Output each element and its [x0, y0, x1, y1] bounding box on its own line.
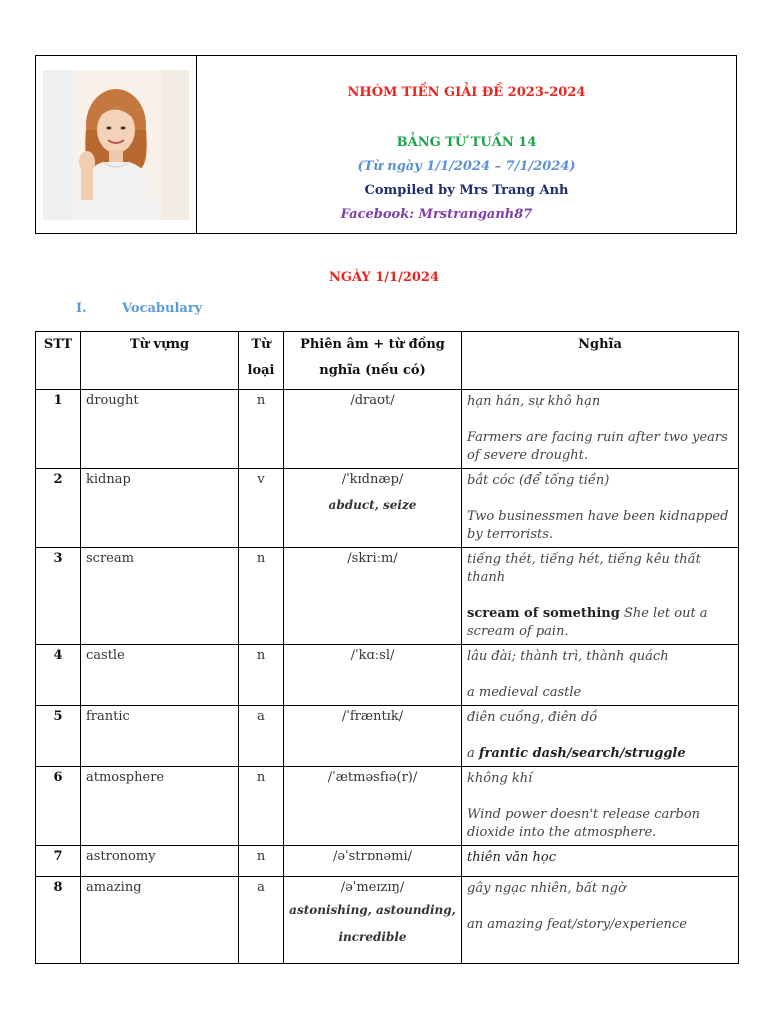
row-pos: n — [239, 548, 284, 645]
row-word: astronomy — [81, 846, 239, 877]
title-cell — [197, 56, 736, 233]
row-meaning: thiên văn học — [467, 850, 557, 865]
row-example: Farmers are facing ruin after two years of severe drought. — [467, 430, 728, 463]
row-word: amazing — [81, 877, 239, 964]
row-meaning-cell — [462, 846, 739, 877]
table-row — [36, 706, 739, 767]
row-ipa: /skriːm/ — [347, 551, 398, 566]
row-example: an amazing feat/story/experience — [467, 917, 687, 932]
row-meaning-cell — [462, 390, 739, 469]
row-stt: 7 — [36, 846, 81, 877]
row-ipa-cell — [284, 390, 462, 469]
row-ipa-cell — [284, 846, 462, 877]
row-meaning: gây ngạc nhiên, bất ngờ — [467, 881, 626, 896]
row-example-bold: frantic dash/search/struggle — [478, 746, 686, 761]
header-pos-line2: loại — [247, 363, 275, 378]
row-meaning-cell — [462, 877, 739, 964]
row-meaning: điên cuồng, điên dồ — [467, 710, 598, 725]
row-ipa-cell — [284, 767, 462, 846]
row-stt: 6 — [36, 767, 81, 846]
row-ipa: /draʊt/ — [350, 393, 395, 408]
day-heading: NGÀY 1/1/2024 — [329, 270, 439, 285]
row-stt: 5 — [36, 706, 81, 767]
row-word: castle — [81, 645, 239, 706]
row-meaning-cell — [462, 548, 739, 645]
header-pos — [239, 332, 284, 390]
row-meaning-cell — [462, 706, 739, 767]
section-heading — [76, 301, 202, 316]
header-box — [35, 55, 737, 234]
date-range: (Từ ngày 1/1/2024 – 7/1/2024) — [357, 159, 576, 174]
header-pos-line1: Từ — [251, 337, 271, 352]
facebook-handle: Facebook: Mrstranganh87 — [340, 207, 533, 222]
row-example-text: She let out a scream of pain. — [467, 606, 708, 639]
row-word: scream — [81, 548, 239, 645]
row-meaning: bắt cóc (để tống tiền) — [467, 473, 610, 488]
row-meaning: không khí — [467, 771, 533, 786]
row-pos: n — [239, 390, 284, 469]
row-word: kidnap — [81, 469, 239, 548]
row-pos: n — [239, 767, 284, 846]
table-row — [36, 548, 739, 645]
row-pos: a — [239, 706, 284, 767]
row-stt: 1 — [36, 390, 81, 469]
header-meaning: Nghĩa — [462, 332, 739, 390]
row-stt: 8 — [36, 877, 81, 964]
header-ipa-line2: nghĩa (nếu có) — [319, 363, 426, 378]
row-synonyms: abduct, seize — [328, 498, 417, 512]
table-row — [36, 846, 739, 877]
week-title: BẢNG TỪ TUẦN 14 — [396, 135, 537, 150]
row-meaning: hạn hán, sự khô hạn — [467, 394, 601, 409]
compiled-by: Compiled by Mrs Trang Anh — [364, 183, 569, 198]
header-stt: STT — [36, 332, 81, 390]
row-ipa: /ˈætməsfɪə(r)/ — [327, 770, 418, 785]
row-word: frantic — [81, 706, 239, 767]
table-row — [36, 767, 739, 846]
row-ipa-cell — [284, 877, 462, 964]
row-ipa: /əˈmeɪzɪŋ/ — [340, 880, 405, 895]
row-example — [467, 745, 733, 763]
row-ipa: /ˈkɑːsl/ — [350, 648, 395, 663]
row-example: Wind power doesn't release carbon dioxide into the atmosphere. — [467, 807, 701, 840]
table-row — [36, 877, 739, 964]
row-ipa-cell — [284, 469, 462, 548]
group-title: NHÓM TIỀN GIẢI ĐỀ 2023-2024 — [347, 85, 586, 100]
row-example: Two businessmen have been kidnapped by terrorists. — [467, 509, 729, 542]
header-ipa-line1: Phiên âm + từ đồng — [300, 337, 445, 352]
row-meaning-cell — [462, 767, 739, 846]
row-pos: n — [239, 846, 284, 877]
section-number: I. — [76, 301, 87, 316]
row-ipa: /ˈkɪdnæp/ — [341, 472, 404, 487]
row-stt: 3 — [36, 548, 81, 645]
header-ipa — [284, 332, 462, 390]
row-stt: 2 — [36, 469, 81, 548]
row-example: a medieval castle — [467, 685, 582, 700]
row-word: atmosphere — [81, 767, 239, 846]
row-pos: v — [239, 469, 284, 548]
table-header-row — [36, 332, 739, 390]
row-word: drought — [81, 390, 239, 469]
row-meaning-cell — [462, 469, 739, 548]
section-title: Vocabulary — [122, 301, 203, 316]
table-row — [36, 390, 739, 469]
row-pos: a — [239, 877, 284, 964]
row-ipa: /əˈstrɒnəmi/ — [332, 849, 412, 864]
row-ipa-cell — [284, 706, 462, 767]
row-meaning-cell — [462, 645, 739, 706]
table-row — [36, 469, 739, 548]
row-meaning: tiếng thét, tiếng hét, tiếng kêu thất thanh — [467, 552, 701, 585]
vocabulary-table — [35, 331, 739, 964]
teacher-photo — [43, 70, 189, 220]
row-example-bold: scream of something — [467, 606, 620, 621]
row-ipa-cell — [284, 645, 462, 706]
row-example — [467, 605, 733, 641]
row-ipa: /ˈfræntɪk/ — [341, 709, 404, 724]
header-word: Từ vựng — [81, 332, 239, 390]
row-meaning: lâu đài; thành trì, thành quách — [467, 649, 669, 664]
row-example-prefix: a — [467, 746, 479, 761]
row-stt: 4 — [36, 645, 81, 706]
row-ipa-cell — [284, 548, 462, 645]
row-pos: n — [239, 645, 284, 706]
table-row — [36, 645, 739, 706]
row-synonyms: astonishing, astounding, incredible — [289, 903, 456, 944]
